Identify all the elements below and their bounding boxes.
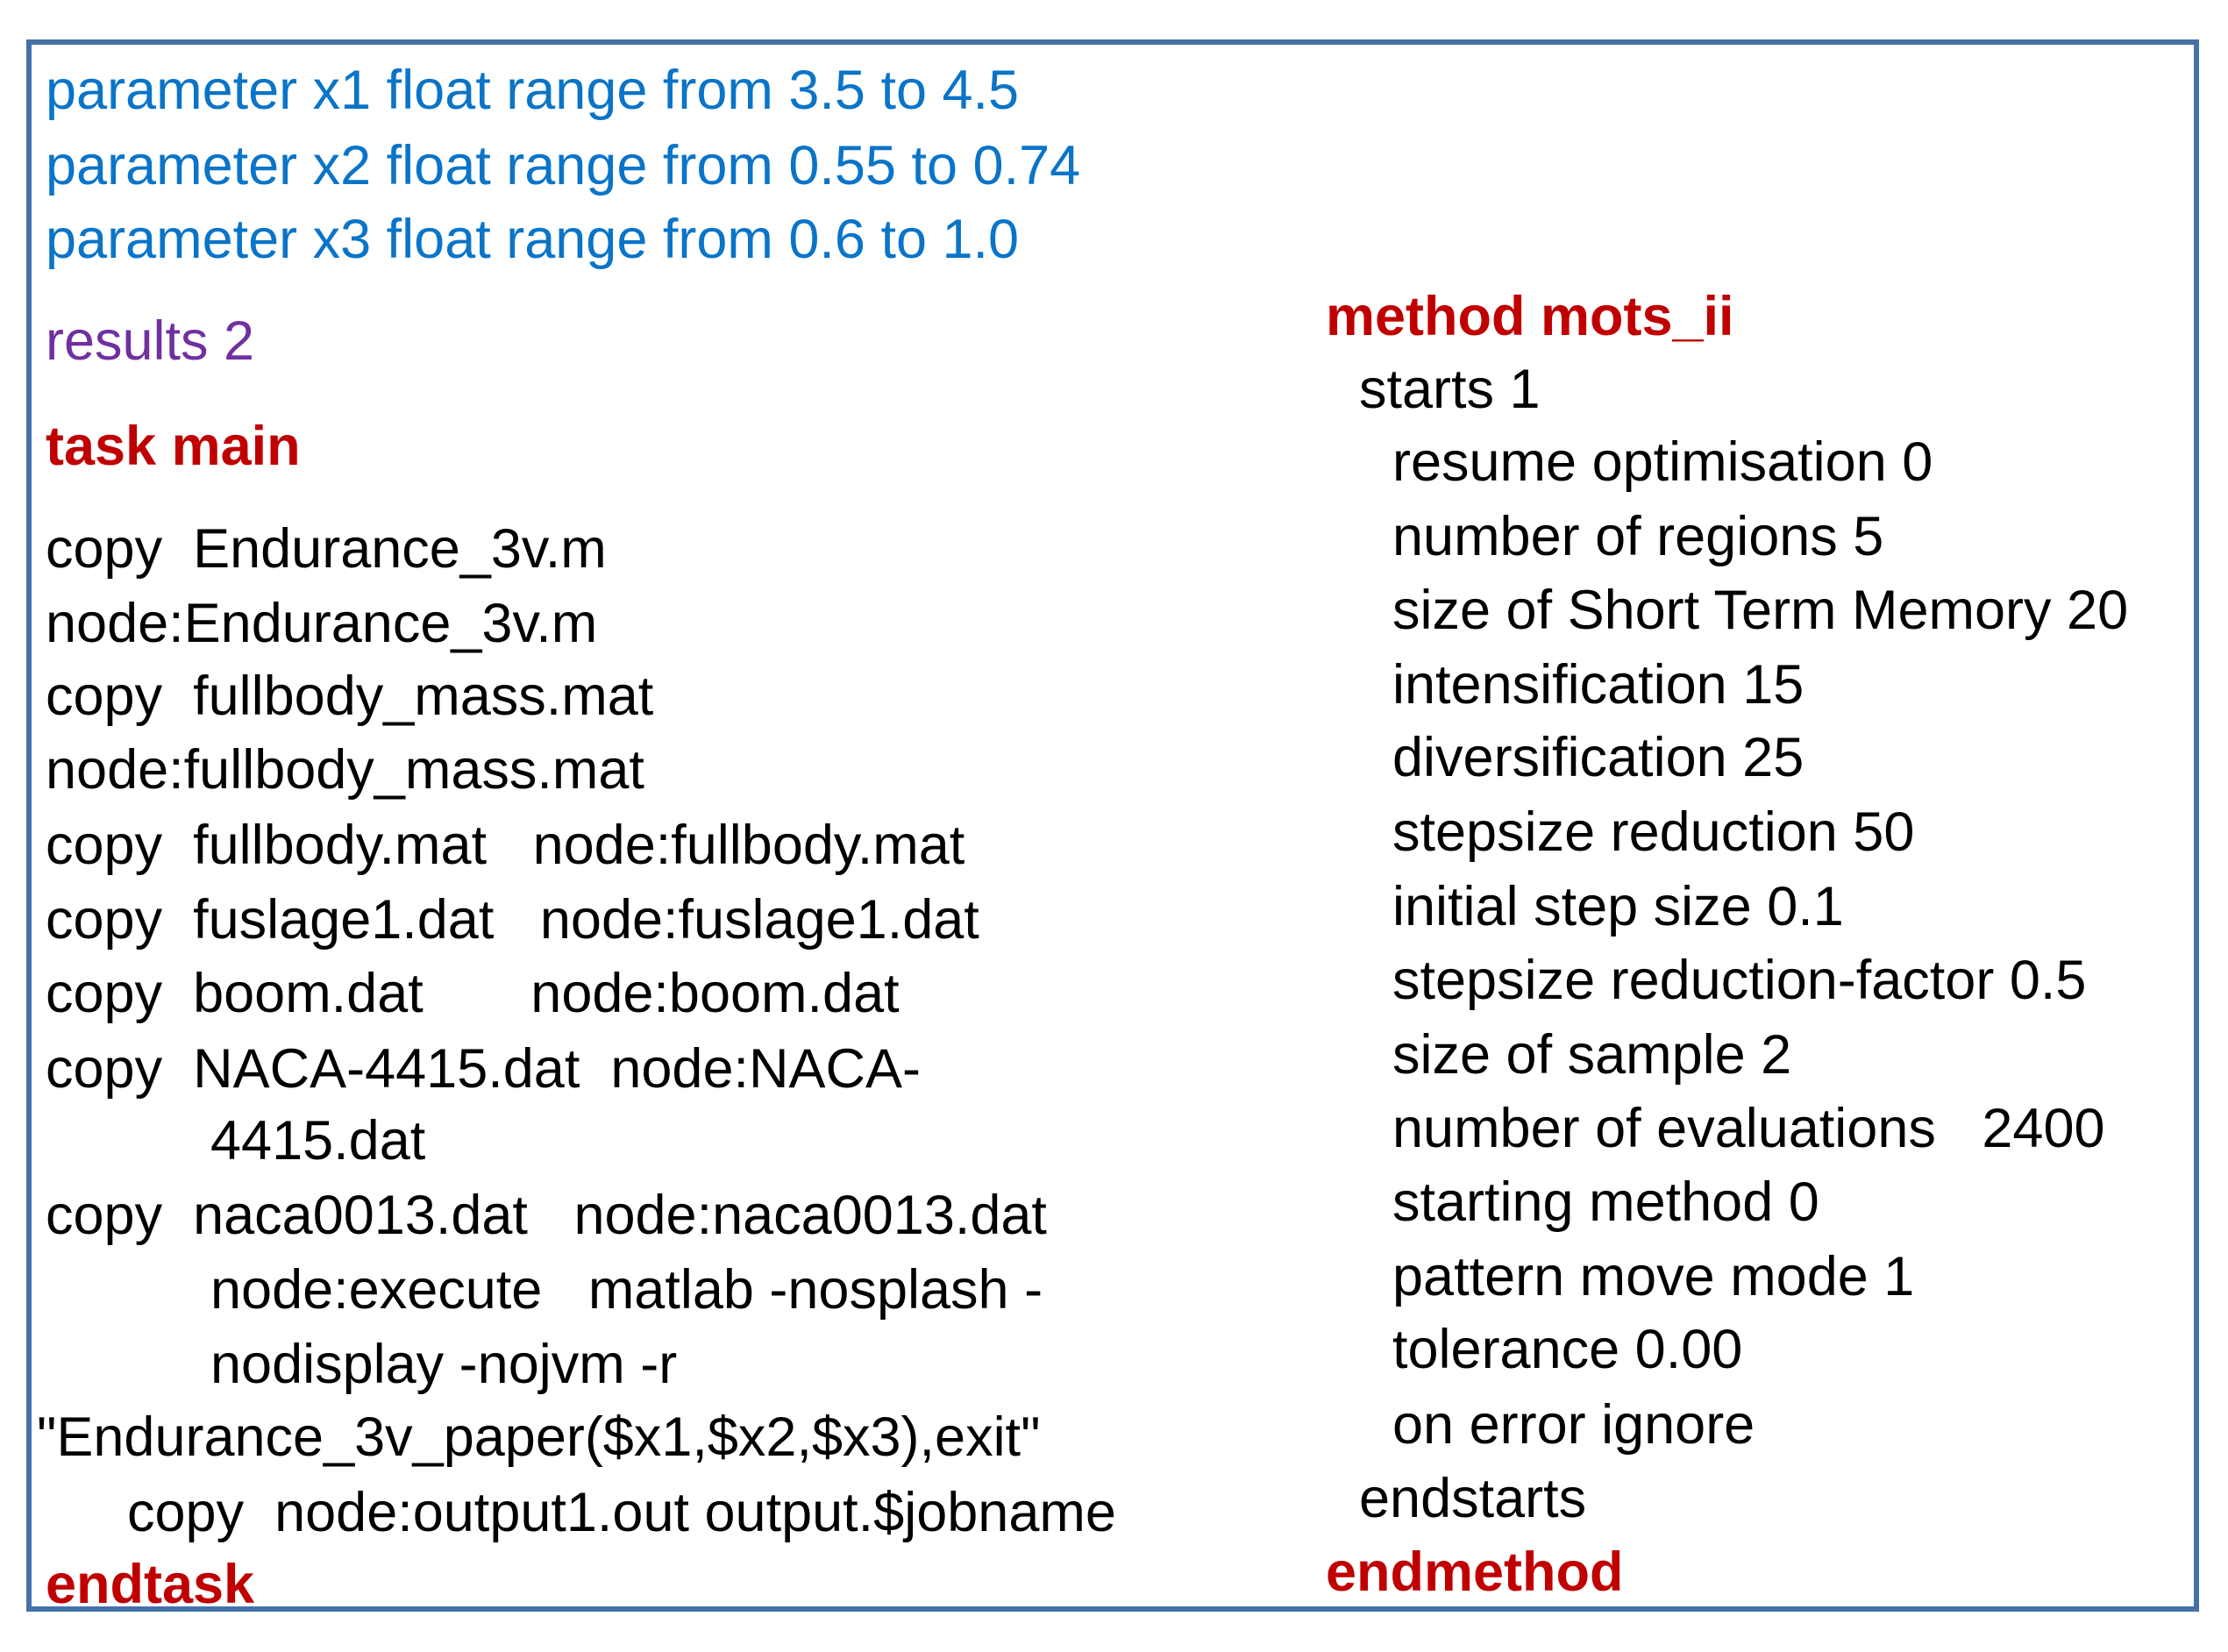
parameter-line-x2: parameter x2 float range from 0.55 to 0.74	[46, 135, 1081, 196]
method-option: resume optimisation 0	[1392, 431, 1933, 493]
task-end: endtask	[46, 1554, 255, 1615]
task-line: node:Endurance_3v.m	[46, 593, 598, 654]
method-option: number of regions 5	[1392, 506, 1884, 567]
starts-line: starts 1	[1359, 359, 1541, 420]
task-line: 4415.dat	[210, 1110, 426, 1171]
method-option: starting method 0	[1392, 1171, 1819, 1233]
method-option: stepsize reduction-factor 0.5	[1392, 950, 2087, 1011]
task-line: "Endurance_3v_paper($x1,$x2,$x3),exit"	[37, 1406, 1041, 1468]
method-option: initial step size 0.1	[1392, 876, 1844, 937]
parameter-line-x3: parameter x3 float range from 0.6 to 1.0	[46, 209, 1020, 270]
task-line: copy fullbody.mat node:fullbody.mat	[46, 815, 965, 876]
task-line: node:fullbody_mass.mat	[46, 739, 644, 801]
task-line: node:execute matlab -nosplash -	[210, 1259, 1043, 1321]
method-option: size of Short Term Memory 20	[1392, 580, 2129, 641]
task-line: copy naca0013.dat node:naca0013.dat	[46, 1185, 1047, 1246]
task-line: copy boom.dat node:boom.dat	[46, 963, 900, 1024]
results-line: results 2	[46, 310, 255, 372]
method-header: method mots_ii	[1326, 286, 1734, 347]
task-line: copy fuslage1.dat node:fuslage1.dat	[46, 889, 979, 951]
method-option: tolerance 0.00	[1392, 1319, 1743, 1380]
method-option: stepsize reduction 50	[1392, 801, 1915, 863]
method-option: intensification 15	[1392, 654, 1804, 716]
parameter-line-x1: parameter x1 float range from 3.5 to 4.5	[46, 60, 1020, 121]
method-option: diversification 25	[1392, 727, 1804, 788]
method-option: pattern move mode 1	[1392, 1246, 1915, 1307]
method-option: number of evaluations 2400	[1392, 1098, 2105, 1159]
method-option: on error ignore	[1392, 1394, 1755, 1456]
endstarts-line: endstarts	[1359, 1468, 1587, 1529]
task-line: copy Endurance_3v.m	[46, 518, 607, 580]
task-line: copy node:output1.out output.$jobname	[127, 1482, 1116, 1543]
task-line: nodisplay -nojvm -r	[210, 1334, 678, 1395]
method-end: endmethod	[1326, 1542, 1624, 1603]
task-line: copy NACA-4415.dat node:NACA-	[46, 1038, 922, 1100]
task-header: task main	[46, 416, 301, 477]
task-line: copy fullbody_mass.mat	[46, 666, 654, 727]
method-option: size of sample 2	[1392, 1024, 1792, 1086]
